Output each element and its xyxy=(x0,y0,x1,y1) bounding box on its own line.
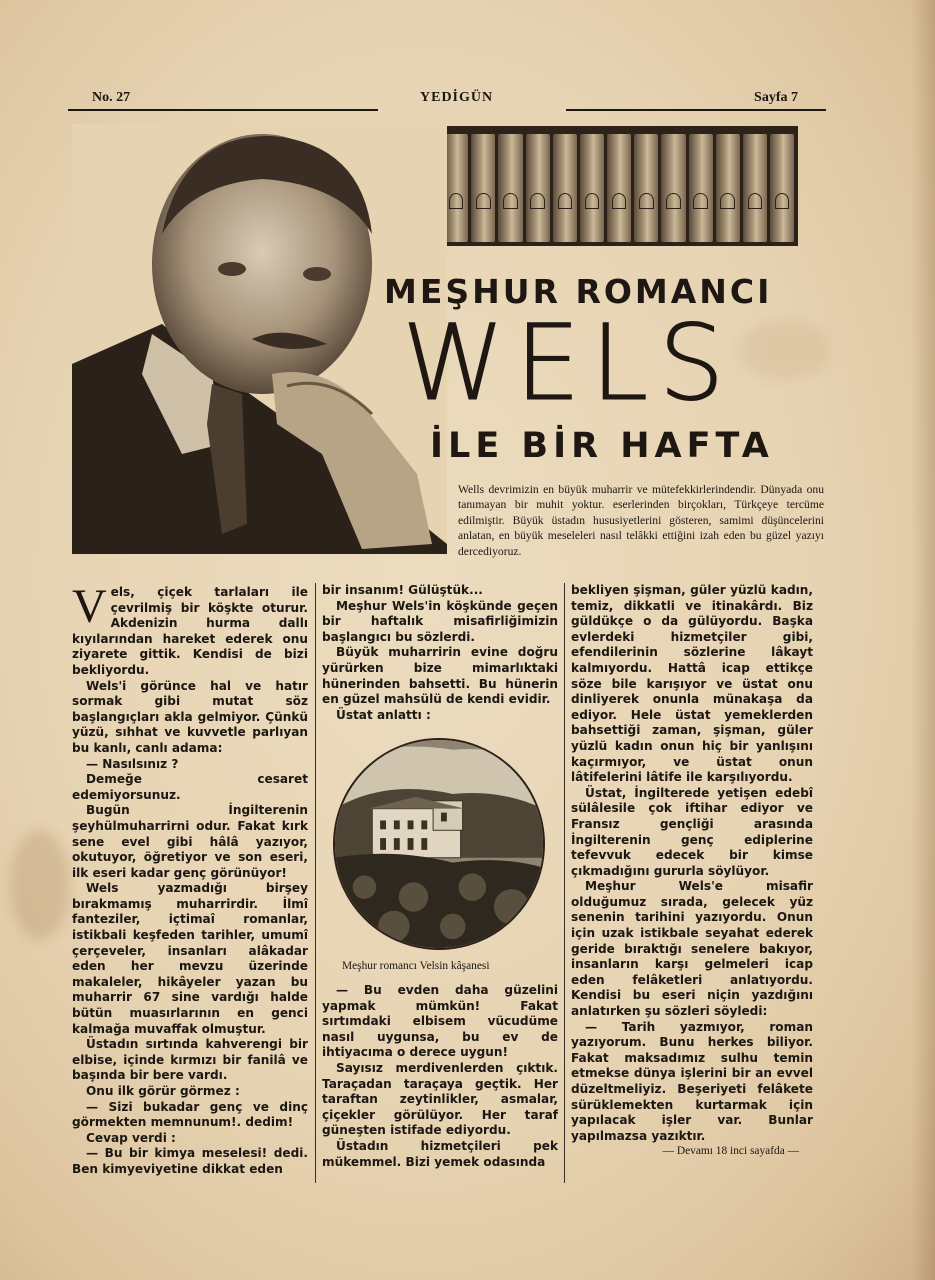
page-header xyxy=(68,88,826,112)
villa-photo xyxy=(333,738,545,950)
paragraph: Wels'i görünce hal ve hatır sormak gibi mutat söz başlangıçları akla gelmiyor. Çünkü yüzü, sıhhat ve kuvvetle parlıyan bu kanlı, canlı adama: xyxy=(72,678,308,755)
article-column-2-top xyxy=(322,583,558,723)
paragraph: bir insanım! Gülüştük... xyxy=(322,583,483,597)
paragraph: bekliyen şişman, güler yüzlü kadın, temiz, dikkatli ve itinakârdı. Biz güldükçe o da gülüyordu. Başka evlerdeki hizmetçiler gibi, efendilerinin sözlerine lâkayt kalmıyordu. Hattâ icap ettikçe söze bile karışıyor ve üstat onu dinliyerek onunla münakaşa da ediyor. Hele üstat yemeklerden bahsettiği zaman, şişman, güler yüzlü kadın onun hiç bir yanlışını kaçırmıyor, ve üstat onun lâtifelerini lâtife ile karşılıyordu. xyxy=(571,583,813,785)
article-column-2-bottom xyxy=(322,983,558,1170)
headline-line-1: MEŞHUR ROMANCI xyxy=(384,272,773,311)
magazine-name: YEDİGÜN xyxy=(420,90,494,105)
paragraph: Meşhur Wels'in köşkünde geçen bir haftalık misafirliğimizin başlangıcı bu sözlerdi. xyxy=(322,598,558,644)
paragraph: Wels yazmadığı birşey bırakmamış muharrirdir. İlmî fanteziler, içtimaî romanlar, istikbali keşfeden tarihler, umumî çerçeveler, insanları alâkadar eden her mevzu üzerinde makaleler, hikâyeler yazan bu muharrir 67 sine vardığı halde bütün muasırlarının en genci kalmağa muvaffak olmuştur. xyxy=(72,881,308,1036)
paragraph: Meşhur Wels'e misafir olduğumuz sırada, gelecek yüz senenin tarihini yazıyordu. Onun için uzak istikbale seyahat ederek geride bıraktığı senelere bakıyor, insanların karşı gelmeleri icap eden felâketleri anlatıyordu. Kendisi bu eseri niçin yazdığını anlatırken şu sözleri söyledi: xyxy=(571,879,813,1019)
paragraph: Sayısız merdivenlerden çıktık. Taraçadan taraçaya geçtik. Her taraftan zeytinlikler, asmalar, çiçekler görülüyor. Her taraf güneşten istifade ediyordu. xyxy=(322,1060,558,1138)
paragraph: Büyük muharririn evine doğru yürürken bize mimarlıktaki hünerinden bahsetti. Bu hünerin en güzel mahsülü de kendi evidir. xyxy=(322,645,558,707)
photo-caption: Meşhur romancı Velsin kâşanesi xyxy=(342,960,490,972)
paragraph: — Bu bir kimya meselesi! dedi. Ben kimyeviyetine dikkat eden xyxy=(72,1146,308,1176)
article-column-1 xyxy=(72,580,308,1178)
paragraph: — Nasılsınız ? xyxy=(86,756,179,771)
drop-cap: V xyxy=(72,580,107,633)
paragraph: Bugün İngilterenin şeyhülmuharrirni odur. Fakat kırk sene evel gibi hâlâ yazıyor, okutuyor, öğretiyor ve son eseri, ilk eseri kadar genç görünüyor! xyxy=(72,803,308,880)
paper-stain xyxy=(10,830,70,940)
article-intro: Wells devrimizin en büyük muharrir ve mütefekkirlerindendir. Dünyada onu tanımayan bir muhit yoktur. eserlerinden birçokları, Türkçeye tercüme edilmiştir. Büyük üstadın hususiyetlerini gösteren, samimi düşüncelerini anlatan, en büyük meseleleri nasıl telâkki ettiğini izah eden bu güzel yazıyı dercediyoruz. xyxy=(458,483,824,558)
article-column-3 xyxy=(571,583,813,1160)
paragraph: Demeğe cesaret edemiyorsunuz. xyxy=(72,772,308,802)
paragraph: Üstat, İngilterede yetişen edebî sülâlesile çok iftihar ediyor ve Fransız gençliği arasında İngilterenin genç ediplerine tefevvuk edecek bir kimse çıkmadığını gururla söylüyor. xyxy=(571,785,813,878)
paragraph: els, çiçek tarlaları ile çevrilmiş bir köşkte oturur. Akdenizin hurma dallı kıyılarından hareket ederek onu ziyarete gittik. Kendisi de bizi bekliyordu. xyxy=(72,585,308,677)
paragraph: Cevap verdi : xyxy=(86,1130,176,1145)
header-rule-right xyxy=(566,109,826,111)
portrait-photo xyxy=(72,124,447,554)
continued-note: — Devamı 18 inci sayafda — xyxy=(662,1145,799,1158)
column-divider xyxy=(564,583,565,1183)
header-rule-left xyxy=(68,109,378,111)
paragraph: — Bu evden daha güzelini yapmak mümkün! Fakat sırtımdaki elbisem vücudüme nasıl uygunsa, bu ev de ihtiyacıma o derece uygun! xyxy=(322,983,558,1060)
paper-stain xyxy=(740,320,830,380)
column-divider xyxy=(315,583,316,1183)
headline-line-3: İLE BİR HAFTA xyxy=(430,426,774,466)
page-number: Sayfa 7 xyxy=(754,90,798,105)
paragraph: Üstadın hizmetçileri pek mükemmel. Bizi yemek odasında xyxy=(322,1138,558,1169)
paragraph: — Tarih yazmıyor, roman yazıyorum. Bunu herkes biliyor. Fakat maksadımız sulhu temin etmekse dünya işlerini bir an evvel düzeltmeliyiz. Beşeriyeti felâkete sürüklemekten kurtarmak için yapılacak işler var. Bunlar yapılmazsa yazıktır. xyxy=(571,1019,813,1143)
headline-name: WELS xyxy=(402,302,735,424)
page-edge-shadow xyxy=(911,0,935,1280)
paragraph: — Sizi bukadar genç ve dinç görmekten memnunum!. dedim! xyxy=(72,1099,308,1130)
paragraph: Üstadın sırtında kahverengi bir elbise, içinde kırmızı bir fanilâ ve başında bir bere vardı. xyxy=(72,1037,308,1083)
paragraph: Onu ilk görür görmez : xyxy=(86,1084,240,1098)
issue-number: No. 27 xyxy=(92,90,131,105)
paragraph: Üstat anlattı : xyxy=(336,707,431,722)
